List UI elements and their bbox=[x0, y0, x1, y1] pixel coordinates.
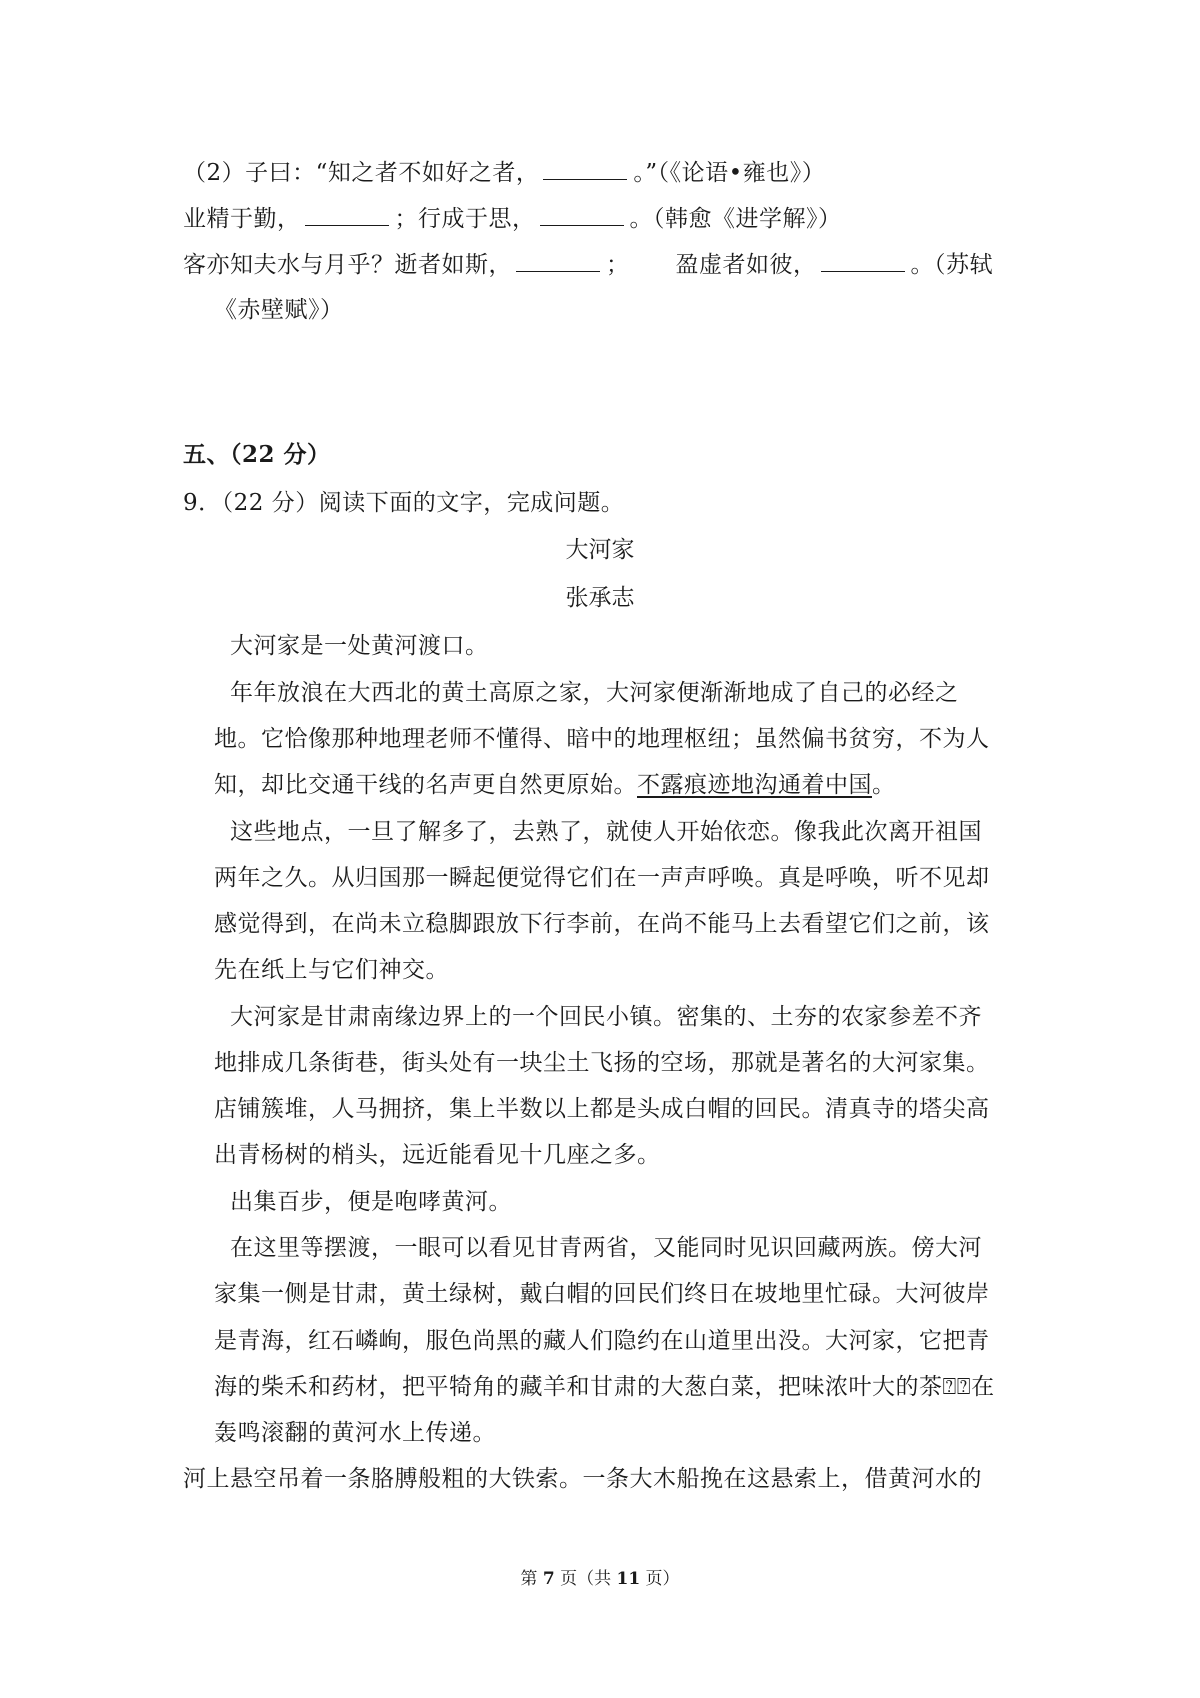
paragraph-text: 。 bbox=[872, 772, 896, 798]
fill-blank bbox=[821, 249, 905, 272]
recitation-text: ； bbox=[606, 252, 630, 278]
article-title: 大河家 bbox=[565, 537, 635, 563]
paragraph-line: 出青杨树的梢头，远近能看见十几座之多。 bbox=[214, 1142, 661, 1168]
recitation-line-4 bbox=[214, 295, 344, 325]
paragraph-line: 先在纸上与它们神交。 bbox=[214, 957, 449, 983]
paragraph-text: 知，却比交通干线的名声更自然更原始。 bbox=[214, 772, 637, 798]
recitation-line-1 bbox=[183, 157, 825, 188]
paragraph-line bbox=[214, 770, 896, 800]
article-author: 张承志 bbox=[565, 585, 635, 611]
recitation-text: 。”（《论语•雍也》） bbox=[633, 160, 826, 186]
paragraph-line: 大河家是甘肃南缘边界上的一个回民小镇。密集的、土夯的农家参差不齐 bbox=[230, 1004, 982, 1030]
paragraph-line: 大河家是一处黄河渡口。 bbox=[230, 633, 489, 659]
total-pages: 11 bbox=[616, 1569, 641, 1589]
fill-blank bbox=[543, 157, 627, 180]
page-footer bbox=[0, 1567, 1200, 1591]
paragraph-line: 店铺簇堆，人马拥挤，集上半数以上都是头成白帽的回民。清真寺的塔尖高 bbox=[214, 1096, 990, 1122]
recitation-text: （2）子曰：“知之者不如好之者， bbox=[183, 160, 540, 186]
paragraph-line: 地排成几条街巷，街头处有一块尘土飞扬的空场，那就是著名的大河家集。 bbox=[214, 1050, 990, 1076]
recitation-text: 客亦知夫水与月乎？逝者如斯， bbox=[183, 252, 512, 278]
recitation-text: 盈虚者如彼， bbox=[675, 252, 817, 278]
recitation-text: 。（苏轼 bbox=[910, 252, 993, 278]
fill-blank bbox=[305, 203, 389, 226]
recitation-text: 。（韩愈《进学解》） bbox=[629, 206, 842, 232]
recitation-line-3 bbox=[183, 249, 993, 280]
recitation-text: ；行成于思， bbox=[394, 206, 536, 232]
paragraph-line: 在这里等摆渡，一眼可以看见甘青两省，又能同时见识回藏两族。傍大河 bbox=[230, 1235, 982, 1261]
underlined-sentence: 不露痕迹地沟通着中国 bbox=[637, 772, 872, 798]
paragraph-line: 年年放浪在大西北的黄土高原之家，大河家便渐渐地成了自己的必经之 bbox=[230, 680, 959, 706]
footer-text: 第 bbox=[520, 1569, 543, 1589]
paragraph-line: 这些地点，一旦了解多了，去熟了，就使人开始依恋。像我此次离开祖国 bbox=[230, 819, 982, 845]
question-prompt: 9．（22 分）阅读下面的文字，完成问题。 bbox=[183, 490, 625, 516]
section-heading: 五、（22 分） bbox=[183, 441, 331, 468]
paragraph-line: 出集百步，便是咆哮黄河。 bbox=[230, 1189, 512, 1215]
recitation-text: 《赤壁赋》） bbox=[214, 297, 344, 323]
footer-text: 页（共 bbox=[554, 1569, 617, 1589]
recitation-text: 业精于勤， bbox=[183, 206, 301, 232]
recitation-line-2 bbox=[183, 203, 842, 234]
page-number: 7 bbox=[542, 1569, 555, 1589]
paragraph-line: 地。它恰像那种地理老师不懂得、暗中的地理枢纽；虽然偏书贫穷，不为人 bbox=[214, 726, 990, 752]
paragraph-line: 河上悬空吊着一条胳膊般粗的大铁索。一条大木船挽在这悬索上，借黄河水的 bbox=[183, 1466, 982, 1492]
paragraph-line: 轰鸣滚翻的黄河水上传递。 bbox=[214, 1420, 496, 1446]
paragraph-line: 感觉得到，在尚未立稳脚跟放下行李前，在尚不能马上去看望它们之前，该 bbox=[214, 911, 990, 937]
fill-blank bbox=[540, 203, 624, 226]
paragraph-line: 两年之久。从归国那一瞬起便觉得它们在一声声呼唤。真是呼唤，听不见却 bbox=[214, 865, 990, 891]
paragraph-line: 是青海，红石嶙峋，服色尚黑的藏人们隐约在山道里出没。大河家，它把青 bbox=[214, 1328, 990, 1354]
footer-text: 页） bbox=[640, 1569, 680, 1589]
paragraph-line: 海的柴禾和药材，把平犄角的藏羊和甘肃的大葱白菜，把味浓叶大的茶⍰⍰在 bbox=[214, 1374, 995, 1400]
paragraph-line: 家集一侧是甘肃，黄土绿树，戴白帽的回民们终日在坡地里忙碌。大河彼岸 bbox=[214, 1281, 990, 1307]
fill-blank bbox=[516, 249, 600, 272]
